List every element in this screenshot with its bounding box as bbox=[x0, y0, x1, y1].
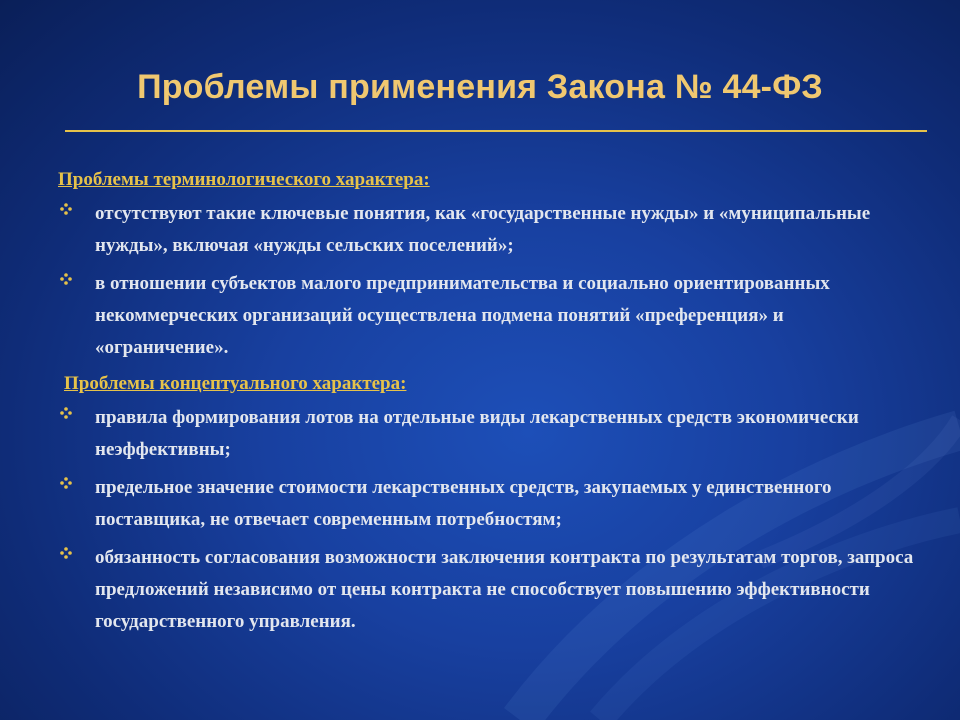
list-item-text: правила формирования лотов на отдельные виды лекарственных средств экономически неэффективны; bbox=[95, 407, 859, 460]
diamond-bullet-icon bbox=[60, 547, 72, 559]
section-heading-conceptual: Проблемы концептуального характера: bbox=[64, 373, 407, 394]
list-item-text: предельное значение стоимости лекарственных средств, закупаемых у единственного поставщика, не отвечает современным потребностям; bbox=[95, 477, 832, 530]
diamond-bullet-icon bbox=[60, 203, 72, 215]
list-item bbox=[58, 198, 918, 262]
title-divider bbox=[65, 130, 927, 132]
diamond-bullet-icon bbox=[60, 477, 72, 489]
diamond-bullet-icon bbox=[60, 407, 72, 419]
slide-body bbox=[58, 166, 918, 644]
list-item bbox=[58, 268, 918, 364]
list-item-text: отсутствуют такие ключевые понятия, как «государственные нужды» и «муниципальные нужды», включая «нужды сельских поселений»; bbox=[95, 203, 871, 256]
section-heading-terminological: Проблемы терминологического характера: bbox=[58, 169, 430, 190]
slide-title: Проблемы применения Закона № 44-ФЗ bbox=[137, 68, 823, 106]
diamond-bullet-icon bbox=[60, 273, 72, 285]
list-item bbox=[58, 472, 918, 536]
list-item bbox=[58, 542, 918, 638]
list-item-text: в отношении субъектов малого предпринимательства и социально ориентированных некоммерческих организаций осуществлена подмена понятий «преференция» и «ограничение». bbox=[95, 273, 830, 358]
list-item-text: обязанность согласования возможности заключения контракта по результатам торгов, запроса предложений независимо от цены контракта не способствует повышению эффективности государственного управления. bbox=[95, 547, 914, 632]
list-item bbox=[58, 402, 918, 466]
